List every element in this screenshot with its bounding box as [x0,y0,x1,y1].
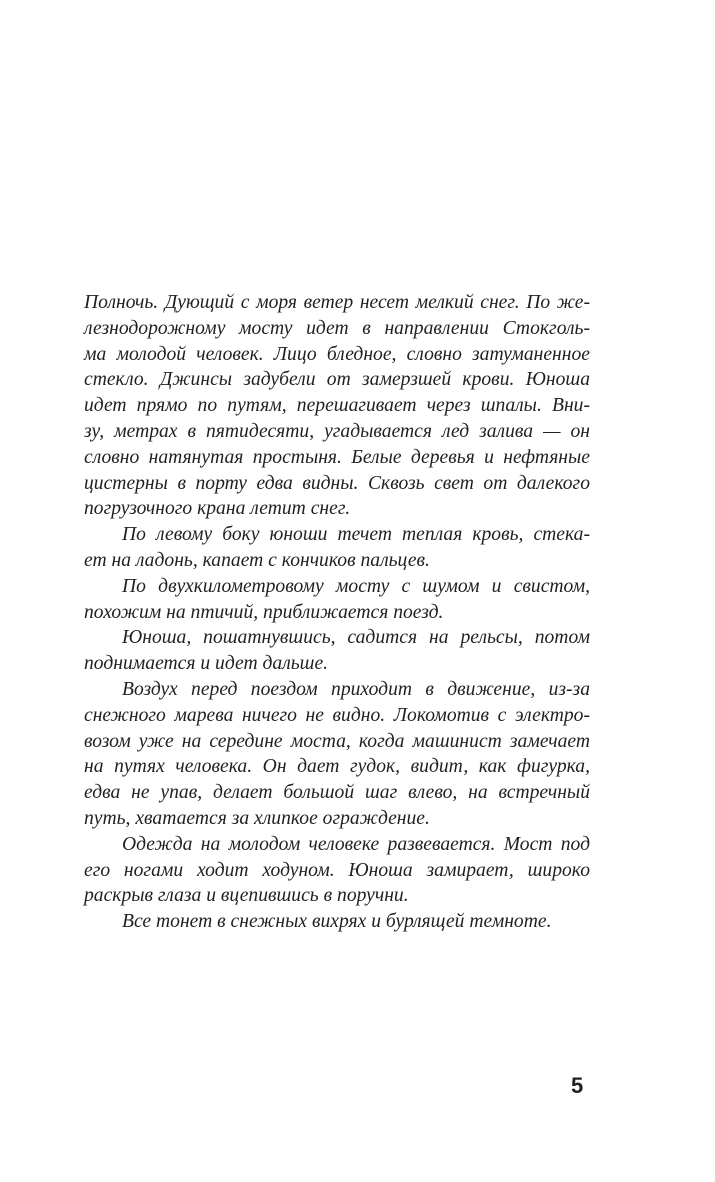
text-line: едва не упав, делает большой шаг влево, на встречный [84,782,590,804]
text-line: По двухкилометровому мосту с шумом и свистом, [122,575,590,597]
text-line: По левому боку юноши течет теплая кровь, стека- [122,524,590,546]
page-number: 5 [571,1073,584,1098]
text-line: Воздух перед поездом приходит в движение, из-за [122,678,590,700]
text-line: идет прямо по путям, перешагивает через шпалы. Вни- [84,395,590,417]
text-line: на путях человека. Он дает гудок, видит, как фигурка, [84,756,590,778]
text-line: словно натянутая простыня. Белые деревья и нефтяные [84,446,590,468]
text-line: путь, хватается за хлипкое ограждение. [84,807,430,829]
text-line: похожим на птичий, приближается поезд. [84,601,444,623]
text-line: возом уже на середине моста, когда машинист замечает [84,730,590,752]
text-line: цистерны в порту едва видны. Сквозь свет от далекого [84,472,590,494]
text-line: Полночь. Дующий с моря ветер несет мелкий снег. По же- [84,292,590,313]
text-line: зу, метрах в пятидесяти, угадывается лед залива — он [84,420,590,442]
text-line: раскрыв глаза и вцепившись в поручни. [84,885,409,907]
text-line: стекло. Джинсы задубели от замерзшей крови. Юноша [84,369,590,391]
text-line: поднимается и идет дальше. [84,653,329,675]
text-line: ет на ладонь, капает с кончиков пальцев. [84,549,430,571]
text-line: погрузочного крана летит снег. [84,498,351,520]
body-text [84,290,590,935]
text-line: его ногами ходит ходуном. Юноша замирает, широко [84,859,590,881]
text-line: снежного марева ничего не видно. Локомотив с электро- [84,704,590,726]
text-line: Юноша, пошатнувшись, садится на рельсы, потом [122,627,590,649]
text-line: ма молодой человек. Лицо бледное, словно затуманенное [84,343,590,365]
text-line: лезнодорожному мосту идет в направлении Стокголь- [84,317,590,339]
text-line: Одежда на молодом человеке развевается. Мост под [122,833,590,855]
text-line: Все тонет в снежных вихрях и бурлящей темноте. [122,911,552,933]
